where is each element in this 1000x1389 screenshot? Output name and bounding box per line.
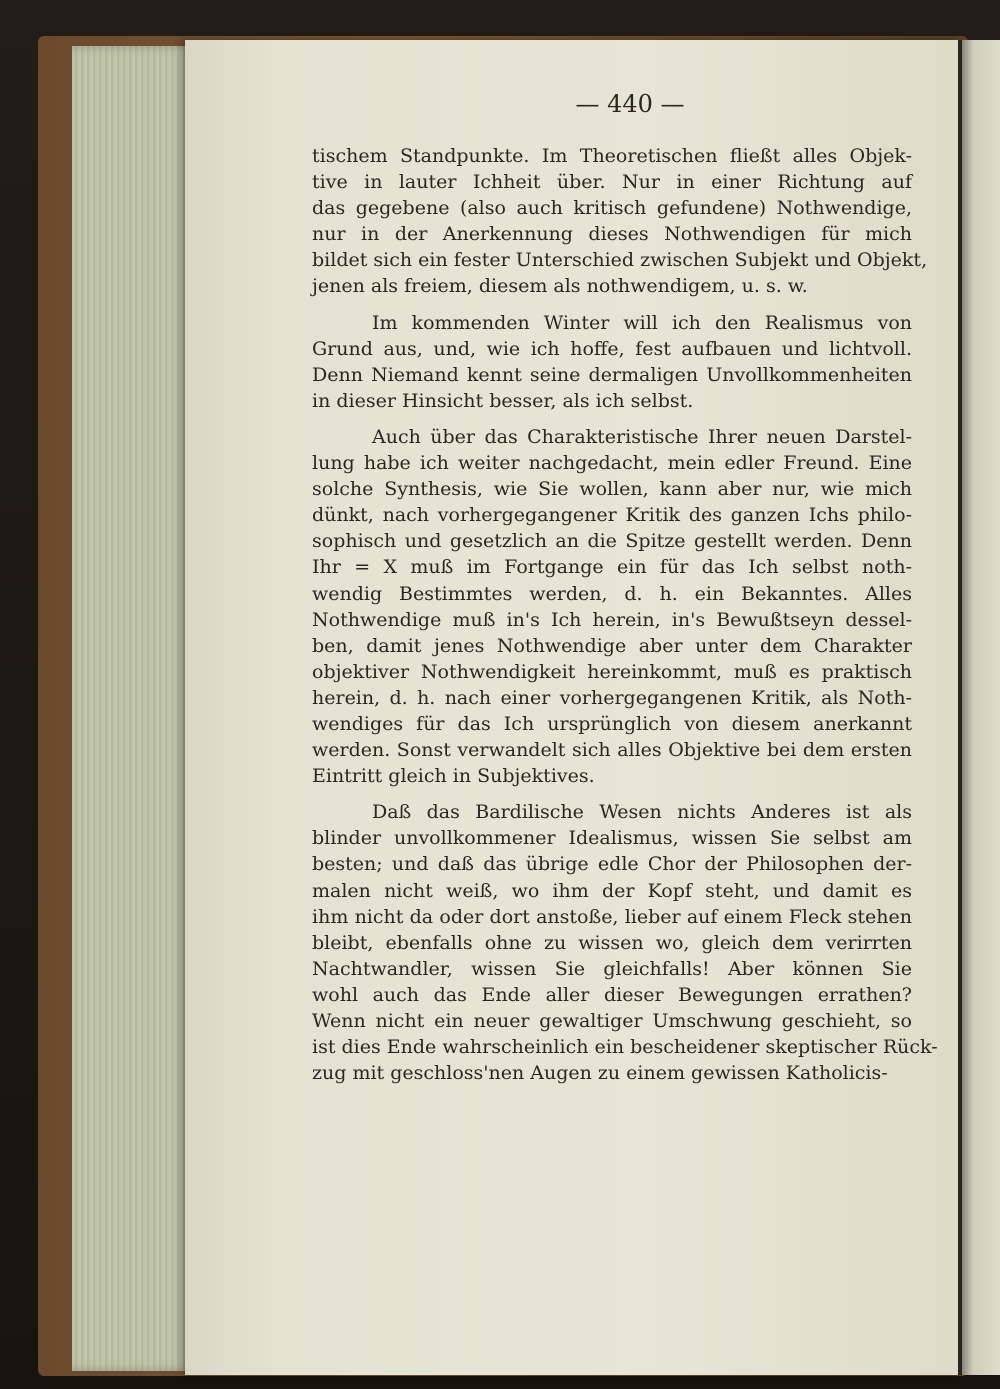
paragraph-gap	[312, 300, 912, 310]
text-line: Daß das Bardilische Wesen nichts Anderes ist als	[372, 801, 912, 824]
page-text	[312, 143, 938, 1086]
text-line: objektiver Nothwendigkeit hereinkommt, muß es praktisch	[312, 660, 912, 683]
paragraph	[312, 143, 928, 300]
paragraph-gap	[312, 789, 912, 799]
text-line: solche Synthesis, wie Sie wollen, kann aber nur, wie mich	[312, 478, 912, 501]
text-line: Im kommenden Winter will ich den Realismus von	[372, 311, 912, 334]
text-line: tive in lauter Ichheit über. Nur in einer Richtung auf	[312, 171, 912, 194]
text-line: herein, d. h. nach einer vorhergegangenen Kritik, als Noth-	[312, 686, 912, 709]
text-line: sophisch und gesetzlich an die Spitze gestellt werden. Denn	[312, 530, 912, 553]
paragraph-gap	[312, 414, 912, 424]
text-line: jenen als freiem, diesem als nothwendigem, u. s. w.	[312, 275, 808, 298]
text-line: ist dies Ende wahrscheinlich ein bescheidener skeptischer Rück-	[312, 1036, 938, 1059]
paragraph	[312, 424, 912, 789]
text-line: nur in der Anerkennung dieses Nothwendigen für mich	[312, 223, 912, 246]
page-edges	[72, 46, 197, 1371]
text-line: zug mit geschloss'nen Augen zu einem gewissen Katholicis-	[312, 1062, 888, 1085]
text-line: ihm nicht da oder dort anstoße, lieber auf einem Fleck stehen	[312, 905, 912, 928]
text-line: tischem Standpunkte. Im Theoretischen fließt alles Objek-	[312, 145, 912, 167]
text-line: bleibt, ebenfalls ohne zu wissen wo, gleich dem verirrten	[312, 931, 912, 954]
text-line: Nothwendige muß in's Ich herein, in's Bewußtseyn dessel-	[312, 608, 912, 631]
page-number: — 440 —	[575, 90, 685, 118]
text-line: Auch über das Charakteristische Ihrer neuen Darstel-	[372, 425, 912, 448]
text-line: werden. Sonst verwandelt sich alles Objektive bei dem ersten	[312, 739, 912, 762]
text-line: blinder unvollkommener Idealismus, wissen Sie selbst am	[312, 827, 912, 850]
text-line: ben, damit jenes Nothwendige aber unter dem Charakter	[312, 634, 912, 657]
text-line: bildet sich ein fester Unterschied zwischen Subjekt und Objekt,	[312, 249, 928, 272]
text-line: in dieser Hinsicht besser, als ich selbst.	[312, 389, 694, 412]
paragraph	[312, 310, 912, 414]
text-line: Denn Niemand kennt seine dermaligen Unvollkommenheiten	[312, 363, 912, 386]
text-line: malen nicht weiß, wo ihm der Kopf steht, und damit es	[312, 879, 912, 902]
text-line: besten; und daß das übrige edle Chor der Philosophen der-	[312, 853, 912, 876]
text-line: dünkt, nach vorhergegangener Kritik des ganzen Ichs philo-	[312, 504, 912, 527]
text-line: wohl auch das Ende aller dieser Bewegungen errathen?	[312, 983, 912, 1006]
text-line: wendig Bestimmtes werden, d. h. ein Bekanntes. Alles	[312, 582, 912, 605]
text-line: wendiges für das Ich ursprünglich von diesem anerkannt	[312, 712, 912, 735]
next-page-edge	[962, 40, 1000, 1375]
text-line: Grund aus, und, wie ich hoffe, fest aufbauen und lichtvoll.	[312, 337, 912, 360]
text-line: lung habe ich weiter nachgedacht, mein edler Freund. Eine	[312, 452, 912, 475]
text-line: das gegebene (also auch kritisch gefundene) Nothwendige,	[312, 197, 912, 220]
paragraph	[312, 799, 938, 1086]
text-line: Wenn nicht ein neuer gewaltiger Umschwung geschieht, so	[312, 1010, 912, 1032]
text-line: Nachtwandler, wissen Sie gleichfalls! Aber können Sie	[312, 957, 912, 980]
text-line: Eintritt gleich in Subjektives.	[312, 765, 595, 788]
text-line: Ihr = X muß im Fortgange ein für das Ich selbst noth-	[312, 556, 912, 579]
